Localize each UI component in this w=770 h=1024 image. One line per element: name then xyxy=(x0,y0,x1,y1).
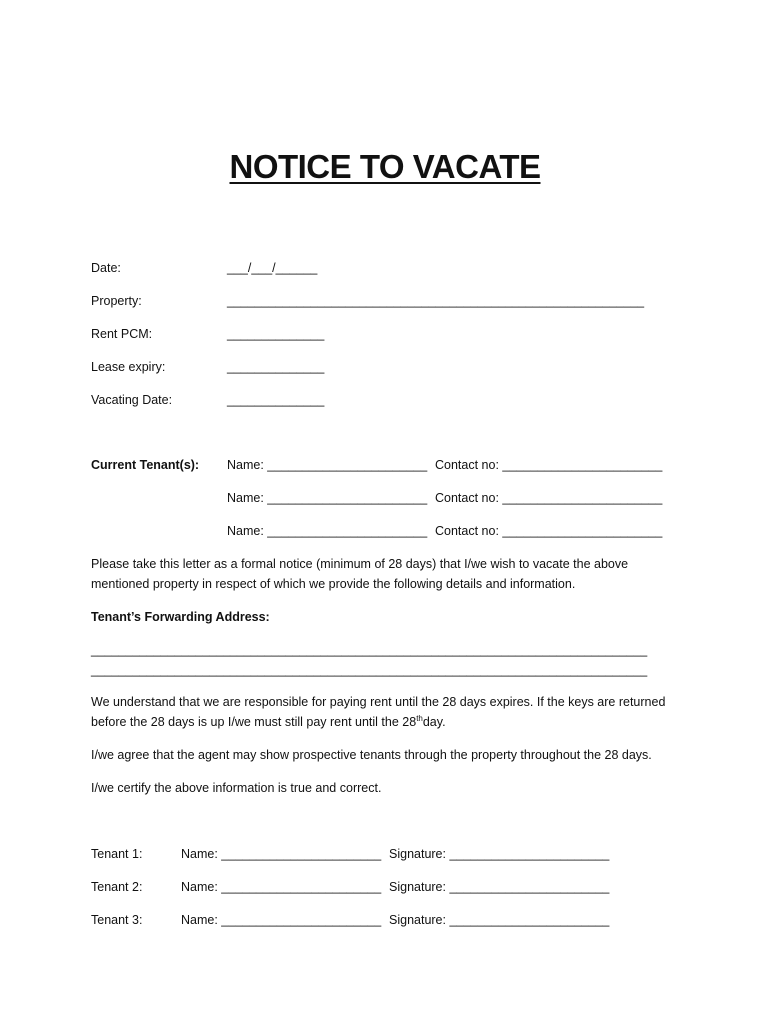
tenant-name-field: Name: _______________________ xyxy=(181,880,382,894)
tenant-name-field: Name: _______________________ xyxy=(181,913,382,927)
ordinal-suffix: th xyxy=(416,713,423,723)
current-tenant-contact-field: Contact no: _______________________ xyxy=(435,491,663,505)
tenant-label: Tenant 3: xyxy=(91,913,143,927)
notice-paragraph-line: mentioned property in respect of which we provide the following details and information. xyxy=(91,577,576,591)
tenant-label: Tenant 1: xyxy=(91,847,143,861)
tenant-name-field: Name: _______________________ xyxy=(181,847,382,861)
tenant-label: Tenant 2: xyxy=(91,880,143,894)
certify-paragraph: I/we certify the above information is true and correct. xyxy=(91,781,382,795)
rent-pcm-label: Rent PCM: xyxy=(91,327,153,341)
forwarding-address-label: Tenant’s Forwarding Address: xyxy=(91,610,270,624)
current-tenant-contact-field: Contact no: _______________________ xyxy=(435,458,663,472)
current-tenant-name-field: Name: _______________________ xyxy=(227,491,428,505)
tenant-signature-field: Signature: _______________________ xyxy=(389,847,610,861)
vacating-date-field: ______________ xyxy=(227,393,325,407)
agent-paragraph: I/we agree that the agent may show prospective tenants through the property throughout the 28 days. xyxy=(91,748,652,762)
lease-expiry-label: Lease expiry: xyxy=(91,360,166,374)
current-tenant-name-field: Name: _______________________ xyxy=(227,524,428,538)
tenant-signature-field: Signature: _______________________ xyxy=(389,913,610,927)
rent-paragraph-line xyxy=(91,715,446,729)
tenant-signature-field: Signature: _______________________ xyxy=(389,880,610,894)
forwarding-address-line: ________________________________________________________________________________ xyxy=(91,663,648,677)
forwarding-address-line: ________________________________________________________________________________ xyxy=(91,643,648,657)
current-tenant-contact-field: Contact no: _______________________ xyxy=(435,524,663,538)
rent-paragraph-line: We understand that we are responsible for paying rent until the 28 days expires. If the keys are returned xyxy=(91,695,666,709)
property-label: Property: xyxy=(91,294,142,308)
current-tenants-label: Current Tenant(s): xyxy=(91,458,200,472)
property-field: ____________________________________________________________ xyxy=(227,294,645,308)
rent-paragraph-text: day. xyxy=(422,715,446,729)
rent-paragraph-text: before the 28 days is up I/we must still pay rent until the 28 xyxy=(91,715,417,729)
notice-paragraph-line: Please take this letter as a formal notice (minimum of 28 days) that I/we wish to vacate the above xyxy=(91,557,629,571)
date-field: ___/___/______ xyxy=(227,261,318,275)
vacating-date-label: Vacating Date: xyxy=(91,393,173,407)
page-title: NOTICE TO VACATE xyxy=(229,148,541,185)
date-label: Date: xyxy=(91,261,121,275)
lease-expiry-field: ______________ xyxy=(227,360,325,374)
rent-pcm-field: ______________ xyxy=(227,327,325,341)
current-tenant-name-field: Name: _______________________ xyxy=(227,458,428,472)
